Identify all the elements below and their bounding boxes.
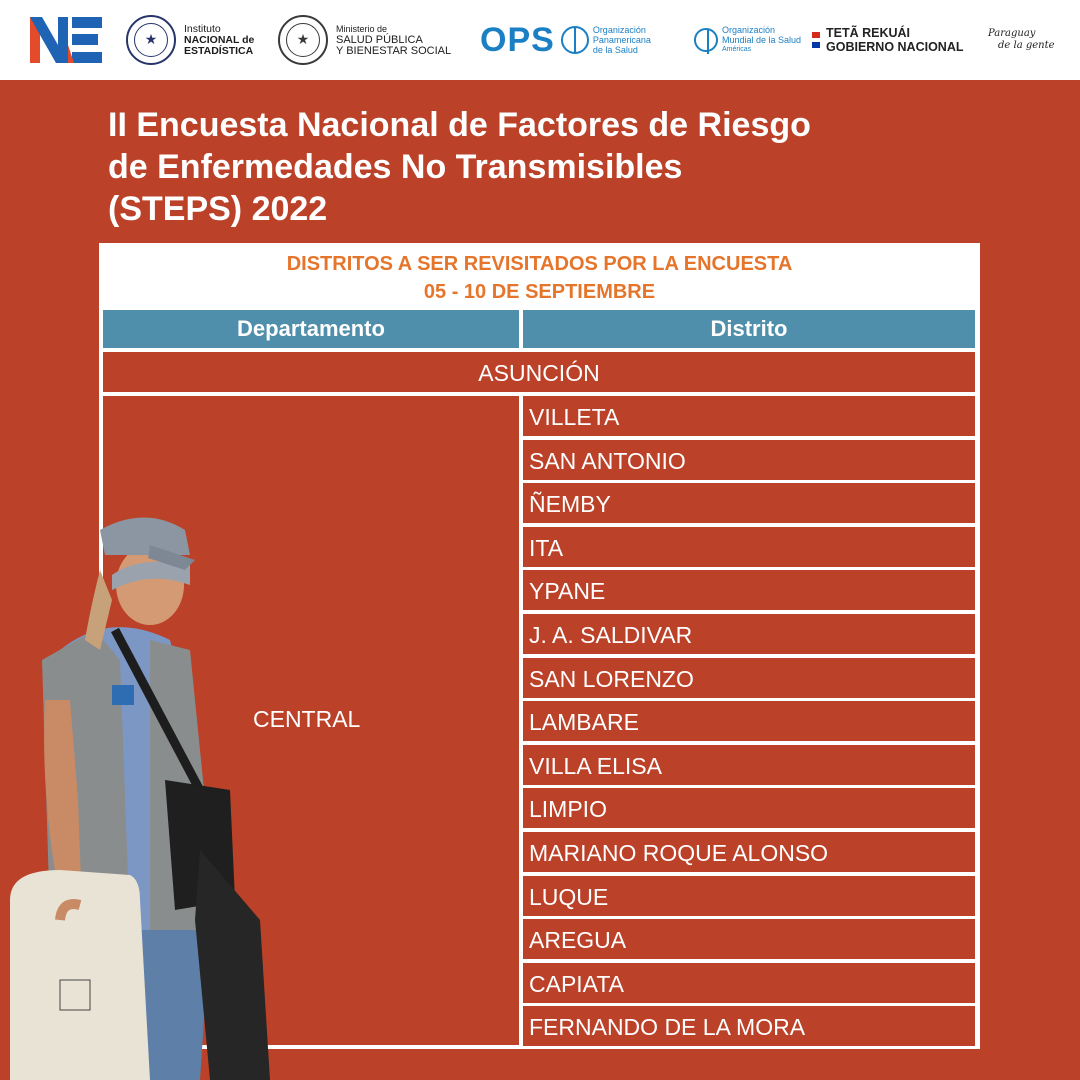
oms-org-text: Organización Mundial de la Salud Américas xyxy=(722,25,802,53)
paraguay-seal-icon xyxy=(126,15,176,65)
ine-logo-mark xyxy=(28,15,104,65)
logo-bar xyxy=(0,0,1080,80)
flag-icon xyxy=(812,32,820,48)
table-heading: DISTRITOS A SER REVISITADOS POR LA ENCUESTA 05 - 10 DE SEPTIEMBRE xyxy=(99,243,980,309)
gov-text: TETÃ REKUÁI GOBIERNO NACIONAL xyxy=(826,26,964,54)
district-cell: SAN LORENZO xyxy=(523,658,975,698)
district-cell: LUQUE xyxy=(523,876,975,916)
district-cell: SAN ANTONIO xyxy=(523,440,975,480)
ine-text: Instituto NACIONAL de ESTADÍSTICA xyxy=(184,22,255,57)
department-label: CENTRAL xyxy=(253,706,361,732)
page-title: II Encuesta Nacional de Factores de Riesgo de Enfermedades No Transmisibles (STEPS) 2022 xyxy=(108,106,811,228)
district-cell: J. A. SALDIVAR xyxy=(523,614,975,654)
district-cell: MARIANO ROQUE ALONSO xyxy=(523,832,975,872)
oms-group xyxy=(694,0,801,80)
district-cell: LAMBARE xyxy=(523,701,975,741)
district-cell: FERNANDO DE LA MORA xyxy=(523,1006,975,1046)
ministry-text: Ministerio de SALUD PÚBLICA Y BIENESTAR SOCIAL xyxy=(336,23,452,57)
gov-group xyxy=(812,0,964,80)
district-cell: CAPIATA xyxy=(523,963,975,1003)
district-cell: VILLETA xyxy=(523,396,975,436)
slogan-group xyxy=(988,0,1055,80)
ops-logo-text: OPS xyxy=(480,20,555,59)
surveyor-photo xyxy=(0,500,290,1080)
ops-org-text: Organización Panamericana de la Salud xyxy=(592,25,651,55)
column-header-department: Departamento xyxy=(103,310,519,348)
district-cell: LIMPIO xyxy=(523,788,975,828)
district-cell: AREGUA xyxy=(523,919,975,959)
district-cell: VILLA ELISA xyxy=(523,745,975,785)
ops-group xyxy=(480,0,651,80)
ine-logo xyxy=(28,0,108,80)
district-cell: ITA xyxy=(523,527,975,567)
globe-icon xyxy=(561,26,589,54)
district-cell: ÑEMBY xyxy=(523,483,975,523)
slogan-text: Paraguay de la gente xyxy=(988,28,1055,51)
ine-seal-group xyxy=(126,0,254,80)
who-emblem-icon xyxy=(694,28,718,52)
ministry-group xyxy=(278,0,451,80)
column-header-district: Distrito xyxy=(523,310,975,348)
table-row-asuncion: ASUNCIÓN xyxy=(103,352,975,392)
district-cell: YPANE xyxy=(523,570,975,610)
ministry-seal-icon xyxy=(278,15,328,65)
